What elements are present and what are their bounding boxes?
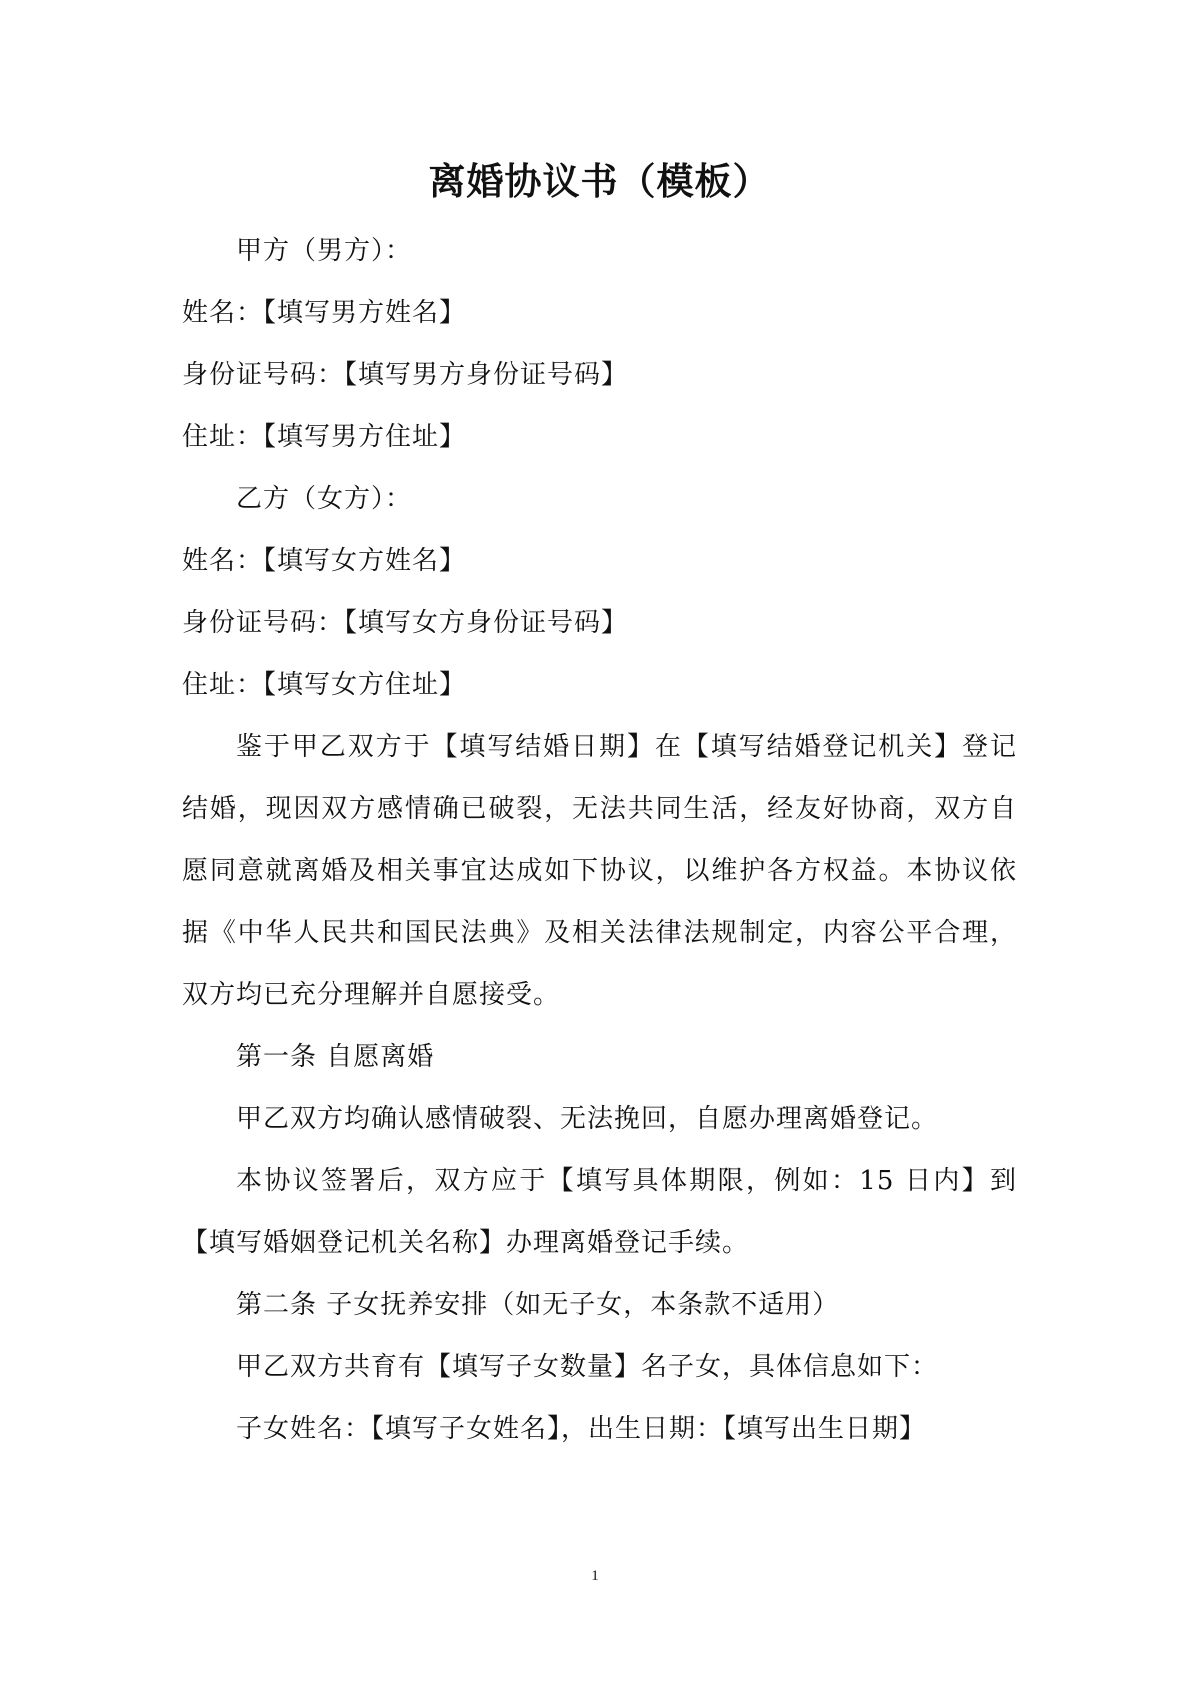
party-a-heading: 甲方（男方）： [236,236,413,266]
article-2-paragraph-1: 甲乙双方共育有【填写子女数量】名子女，具体信息如下： [236,1352,939,1382]
article-1-paragraph-1: 甲乙双方均确认感情破裂、无法挽回，自愿办理离婚登记。 [236,1104,939,1134]
article-1-heading: 第一条 自愿离婚 [236,1042,435,1072]
party-b-name: 姓名：【填写女方姓名】 [182,546,467,576]
party-a-id-number: 身份证号码：【填写男方身份证号码】 [182,360,629,390]
article-1-paragraph-2: 本协议签署后，双方应于【填写具体期限，例如：15 日内】到【填写婚姻登记机关名称】办理离婚登记手续。 [182,1166,1017,1258]
page-number: 1 [591,1568,599,1584]
party-b-id-number: 身份证号码：【填写女方身份证号码】 [182,608,629,638]
party-b-heading: 乙方（女方）： [236,484,413,514]
document-body [182,158,1017,1460]
party-b-address: 住址：【填写女方住址】 [182,670,467,700]
document-title: 离婚协议书（模板） [428,160,771,203]
article-2-heading: 第二条 子女抚养安排（如无子女，本条款不适用） [236,1290,840,1320]
party-a-name: 姓名：【填写男方姓名】 [182,298,467,328]
article-2-child-info: 子女姓名：【填写子女姓名】，出生日期：【填写出生日期】 [236,1414,927,1444]
preamble-paragraph: 鉴于甲乙双方于【填写结婚日期】在【填写结婚登记机关】登记结婚，现因双方感情确已破裂，无法共同生活，经友好协商，双方自愿同意就离婚及相关事宜达成如下协议，以维护各方权益。本协议依据《中华人民共和国民法典》及相关法律法规制定，内容公平合理，双方均已充分理解并自愿接受。 [182,732,1017,1010]
party-a-address: 住址：【填写男方住址】 [182,422,467,452]
